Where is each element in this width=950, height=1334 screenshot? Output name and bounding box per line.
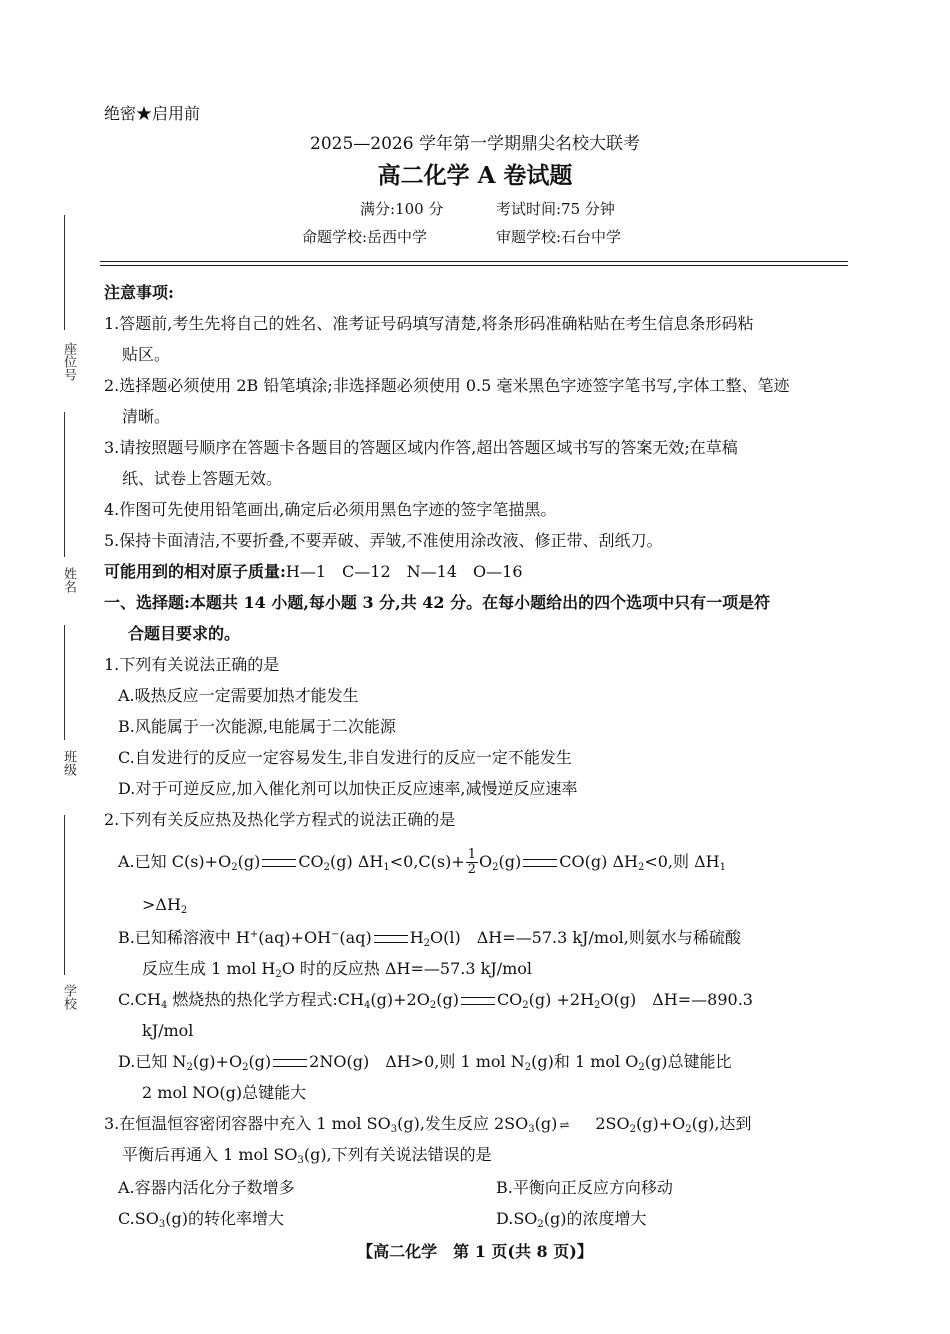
q3-option-a: A.容器内活化分子数增多	[118, 1178, 295, 1197]
atomic-mass-label: 可能用到的相对原子质量:	[104, 562, 286, 581]
binding-line	[64, 625, 65, 740]
notice-item: 纸、试卷上答题无效。	[122, 469, 283, 488]
section-heading-cont: 合题目要求的。	[128, 624, 241, 643]
q1-option-a: A.吸热反应一定需要加热才能发生	[118, 686, 359, 705]
q1-option-c: C.自发进行的反应一定容易发生,非自发进行的反应一定不能发生	[118, 748, 572, 767]
q2-option-b-cont: 反应生成 1 mol $H_2O$ 时的反应热 ΔH=—57.3 kJ/mol	[142, 959, 533, 980]
q3-stem-cont: 平衡后再通入 1 mol $SO_3(g)$,下列有关说法错误的是	[122, 1145, 492, 1166]
notice-item: 2.选择题必须使用 2B 铅笔填涂;非选择题必须使用 0.5 毫米黑色字迹签字笔书写,字体工整、笔迹	[104, 376, 790, 395]
atomic-mass	[104, 562, 523, 582]
q1-option-b: B.风能属于一次能源,电能属于二次能源	[118, 717, 396, 736]
notice-heading: 注意事项:	[104, 283, 174, 302]
q2-option-d-cont: 2 mol NO(g)总键能大	[142, 1083, 307, 1102]
q2-option-d: D.已知 $N_2(g)+O_2(g)$ 2NO(g) ΔH>0,则 1 mol $N_2(g)$和 1 mol $O_2(g)$总键能比	[118, 1052, 732, 1073]
q2-option-c: $C.CH_4$ 燃烧热的热化学方程式$:CH_4(g)+2O_2(g)$ $CO_2(g) +2H_2O(g)$ ΔH=—890.3	[118, 990, 753, 1011]
score-info: 满分:100 分	[360, 200, 444, 218]
notice-item: 1.答题前,考生先将自己的姓名、准考证号码填写清楚,将条形码准确粘贴在考生信息条形码粘	[104, 314, 754, 333]
class-label: 班级	[61, 750, 76, 776]
time-info: 考试时间:75 分钟	[496, 200, 615, 218]
q2-option-b: B.已知稀溶液中 H+(aq)+OH−(aq) $H_2O(l)$ ΔH=—57.3 kJ/mol,则氨水与稀硫酸	[118, 928, 741, 949]
reaction-equals-icon	[523, 859, 557, 867]
notice-item: 4.作图可先使用铅笔画出,确定后必须用黑色字迹的签字笔描黑。	[104, 500, 557, 519]
reaction-equals-icon	[262, 859, 296, 867]
reversible-arrow-icon: ⇌	[559, 1117, 567, 1132]
q1-stem: 1.下列有关说法正确的是	[104, 655, 280, 674]
notice-item: 5.保持卡面清洁,不要折叠,不要弄破、弄皱,不准使用涂改液、修正带、刮纸刀。	[104, 531, 663, 550]
reaction-equals-icon	[374, 935, 408, 943]
q2-option-c-cont: kJ/mol	[142, 1021, 194, 1040]
page-title: 高二化学 A 卷试题	[377, 162, 573, 189]
q3-option-d: $D.SO_2(g)$的浓度增大	[496, 1209, 647, 1230]
reaction-equals-icon	[273, 1059, 307, 1067]
binding-line	[64, 815, 65, 975]
exam-line: 2025—2026 学年第一学期鼎尖名校大联考	[310, 134, 640, 154]
binding-line	[64, 215, 65, 330]
header-divider	[100, 265, 848, 266]
author-school: 命题学校:岳西中学	[302, 228, 428, 246]
binding-line	[64, 412, 65, 557]
header-divider	[100, 261, 848, 262]
q2-stem: 2.下列有关反应热及热化学方程式的说法正确的是	[104, 810, 456, 829]
q3-option-b: B.平衡向正反应方向移动	[496, 1178, 673, 1197]
school-label: 学校	[61, 984, 76, 1010]
secret-mark: 绝密★启用前	[104, 104, 201, 123]
q3-stem: 3.在恒温恒容密闭容器中充入 1 mol $SO_3(g)$,发生反应 $2SO_3(g)$ ⇌ $2SO_2(g)+O_2(g)$,达到	[104, 1114, 752, 1135]
seat-number-label: 座位号	[61, 341, 76, 381]
page-footer: 【高二化学 第 1 页(共 8 页)】	[357, 1242, 593, 1261]
q1-option-d: D.对于可逆反应,加入催化剂可以加快正反应速率,减慢逆反应速率	[118, 779, 578, 798]
review-school: 审题学校:石台中学	[496, 228, 622, 246]
q3-option-c: $C.SO_3(g)$的转化率增大	[118, 1209, 284, 1230]
section-heading: 一、选择题:本题共 14 小题,每小题 3 分,共 42 分。在每小题给出的四个选项中只有一项是符	[104, 593, 771, 612]
notice-item: 清晰。	[122, 407, 171, 426]
fraction-one-half: $\frac{1}{2}$	[467, 847, 477, 877]
notice-item: 贴区。	[122, 345, 171, 364]
atomic-mass-values: H—1 C—12 N—14 O—16	[285, 562, 523, 581]
name-label: 姓名	[61, 567, 76, 593]
reaction-equals-icon	[461, 997, 495, 1005]
q2-option-a: A.已知 $C(s)+O_2(g)$ $CO_2(g)$ $\Delta H_1<0,C(s)+$ $\frac{1}{2}$ $O_2(g)$ CO(g) $\Delta H_2<0$,则 $\Delta H_1$	[118, 847, 726, 877]
q2-option-a-cont: $>\Delta H_2$	[142, 895, 188, 916]
notice-item: 3.请按照题号顺序在答题卡各题目的答题区域内作答,超出答题区域书写的答案无效;在草稿	[104, 438, 738, 457]
